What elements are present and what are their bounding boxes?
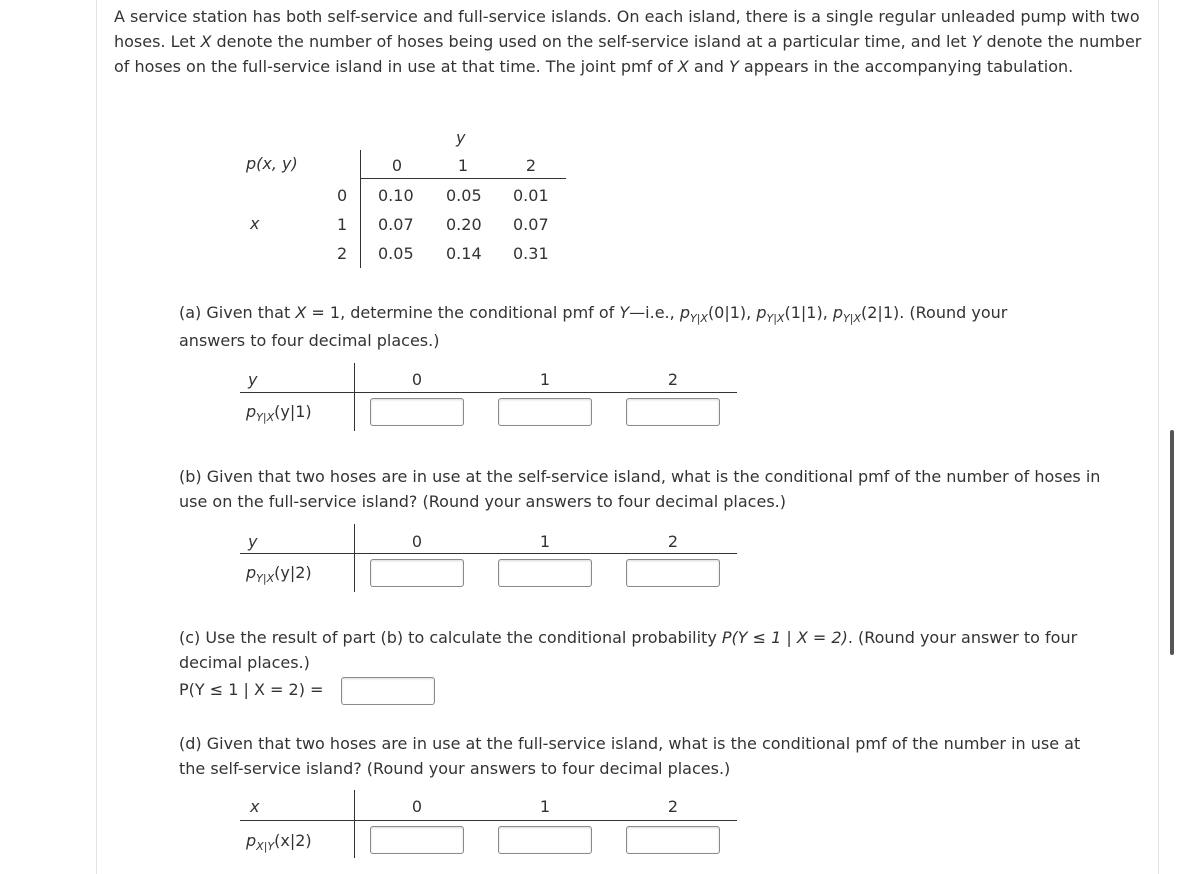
col-header: 0 — [391, 156, 403, 175]
corner-label: p(x, y) — [246, 154, 298, 173]
pmf-subscript: Y|X — [766, 312, 785, 325]
part-a-question-line2: answers to four decimal places.) — [179, 331, 440, 350]
row-divider — [354, 790, 355, 858]
col-header: 0 — [411, 797, 423, 816]
pmf-arg: (y|1) — [274, 402, 312, 421]
table-cell: 0.10 — [378, 186, 414, 205]
col-header: 2 — [667, 532, 679, 551]
pmf-arg: (x|2) — [274, 831, 312, 850]
answer-input-d-x1[interactable] — [498, 826, 592, 854]
table-cell: 0.20 — [446, 215, 482, 234]
intro-text: denote the number of hoses on the full-service island in use at that time. The joint pmf of — [114, 32, 1142, 76]
pmf-arg: (y|2) — [274, 563, 312, 582]
var-x: X — [200, 32, 212, 51]
row-header: 0 — [337, 186, 348, 205]
answer-input-a-y2[interactable] — [626, 398, 720, 426]
pmf-symbol: p — [246, 402, 257, 421]
intro-text: A service station has both self-service and full-service islands. On each island, there is a single regular unleaded pump with two hoses. Let — [114, 7, 1140, 51]
pmf-subscript: Y|X — [689, 312, 708, 325]
col-header: 1 — [539, 370, 551, 389]
intro-text: and — [688, 57, 730, 76]
intro-text: appears in the accompanying tabulation. — [738, 57, 1074, 76]
col-header: 0 — [411, 532, 423, 551]
pmf-symbol: p — [832, 303, 844, 322]
answer-input-d-x0[interactable] — [370, 826, 464, 854]
scrollbar-thumb[interactable] — [1170, 430, 1174, 655]
intro-text: denote the number of hoses being used on the self-service island at a particular time, and let — [211, 32, 972, 51]
table-var-label: y — [248, 370, 258, 389]
part-b-question-line1: (b) Given that two hoses are in use at the self-service island, what is the conditional pmf of the number of hoses in — [179, 467, 1101, 486]
row-header: 2 — [337, 244, 348, 263]
pmf-symbol: p — [679, 303, 690, 322]
question-text: (a) Given that — [179, 303, 296, 322]
pmf-symbol: p — [246, 831, 257, 850]
col-header: 1 — [457, 156, 469, 175]
answer-input-d-x2[interactable] — [626, 826, 720, 854]
question-text: (c) Use the result of part (b) to calculate the conditional probability — [179, 628, 722, 647]
pmf-subscript: Y|X — [256, 572, 275, 585]
probability-expression: P(Y ≤ 1 | X = 2) — [721, 628, 848, 647]
table-cell: 0.05 — [446, 186, 482, 205]
var-x: X — [295, 303, 307, 322]
part-d-question-line1: (d) Given that two hoses are in use at the full-service island, what is the conditional pmf of the number in use at — [179, 734, 1081, 753]
header-rule — [240, 820, 737, 821]
answer-input-a-y0[interactable] — [370, 398, 464, 426]
part-a-question — [179, 300, 1139, 327]
pmf-subscript: Y|X — [843, 312, 861, 325]
page-border-left — [96, 0, 97, 874]
var-y: Y — [729, 57, 739, 76]
question-text: . (Round your answer to four — [847, 628, 1078, 647]
question-text: —i.e., — [629, 303, 680, 322]
col-header: 1 — [539, 797, 551, 816]
part-b-question-line2: use on the full-service island? (Round your answers to four decimal places.) — [179, 492, 786, 511]
col-header: 2 — [667, 370, 679, 389]
header-rule — [240, 392, 737, 393]
row-label — [246, 563, 312, 585]
row-divider — [354, 524, 355, 592]
col-header: 2 — [667, 797, 679, 816]
pmf-arg: (1|1), — [784, 303, 833, 322]
answer-input-b-y2[interactable] — [626, 559, 720, 587]
table-cell: 0.14 — [446, 244, 482, 263]
table-var-label: y — [248, 532, 258, 551]
row-divider — [360, 150, 361, 268]
col-var-label: y — [456, 128, 466, 147]
answer-input-a-y1[interactable] — [498, 398, 592, 426]
table-cell: 0.05 — [378, 244, 414, 263]
question-text: = 1, determine the conditional pmf of — [306, 303, 620, 322]
var-y: Y — [971, 32, 982, 51]
part-c-question-line1 — [179, 628, 1077, 647]
pmf-arg: (0|1), — [707, 303, 757, 322]
row-label — [246, 831, 312, 853]
col-header: 0 — [411, 370, 423, 389]
row-var-label: x — [250, 214, 260, 233]
part-d-question-line2: the self-service island? (Round your answers to four decimal places.) — [179, 759, 731, 778]
pmf-arg: (2|1). (Round your — [861, 303, 1008, 322]
pmf-subscript: Y|X — [256, 411, 275, 424]
table-cell: 0.07 — [513, 215, 549, 234]
col-header: 2 — [525, 156, 537, 175]
page-border-right — [1158, 0, 1159, 874]
pmf-symbol: p — [756, 303, 767, 322]
table-cell: 0.31 — [513, 244, 549, 263]
answer-input-b-y0[interactable] — [370, 559, 464, 587]
row-label — [246, 402, 312, 424]
var-x: X — [677, 57, 689, 76]
part-c-answer-label: P(Y ≤ 1 | X = 2) = — [179, 680, 324, 699]
row-header: 1 — [337, 215, 348, 234]
problem-statement — [114, 4, 1149, 79]
var-y: Y — [619, 303, 630, 322]
table-var-label: x — [250, 797, 260, 816]
pmf-subscript: X|Y — [256, 840, 275, 853]
col-header: 1 — [539, 532, 551, 551]
answer-input-b-y1[interactable] — [498, 559, 592, 587]
header-rule — [360, 178, 566, 179]
pmf-symbol: p — [246, 563, 257, 582]
row-divider — [354, 363, 355, 431]
table-cell: 0.01 — [513, 186, 549, 205]
table-cell: 0.07 — [378, 215, 414, 234]
header-rule — [240, 553, 737, 554]
answer-input-c[interactable] — [341, 677, 435, 705]
part-c-question-line2: decimal places.) — [179, 653, 310, 672]
